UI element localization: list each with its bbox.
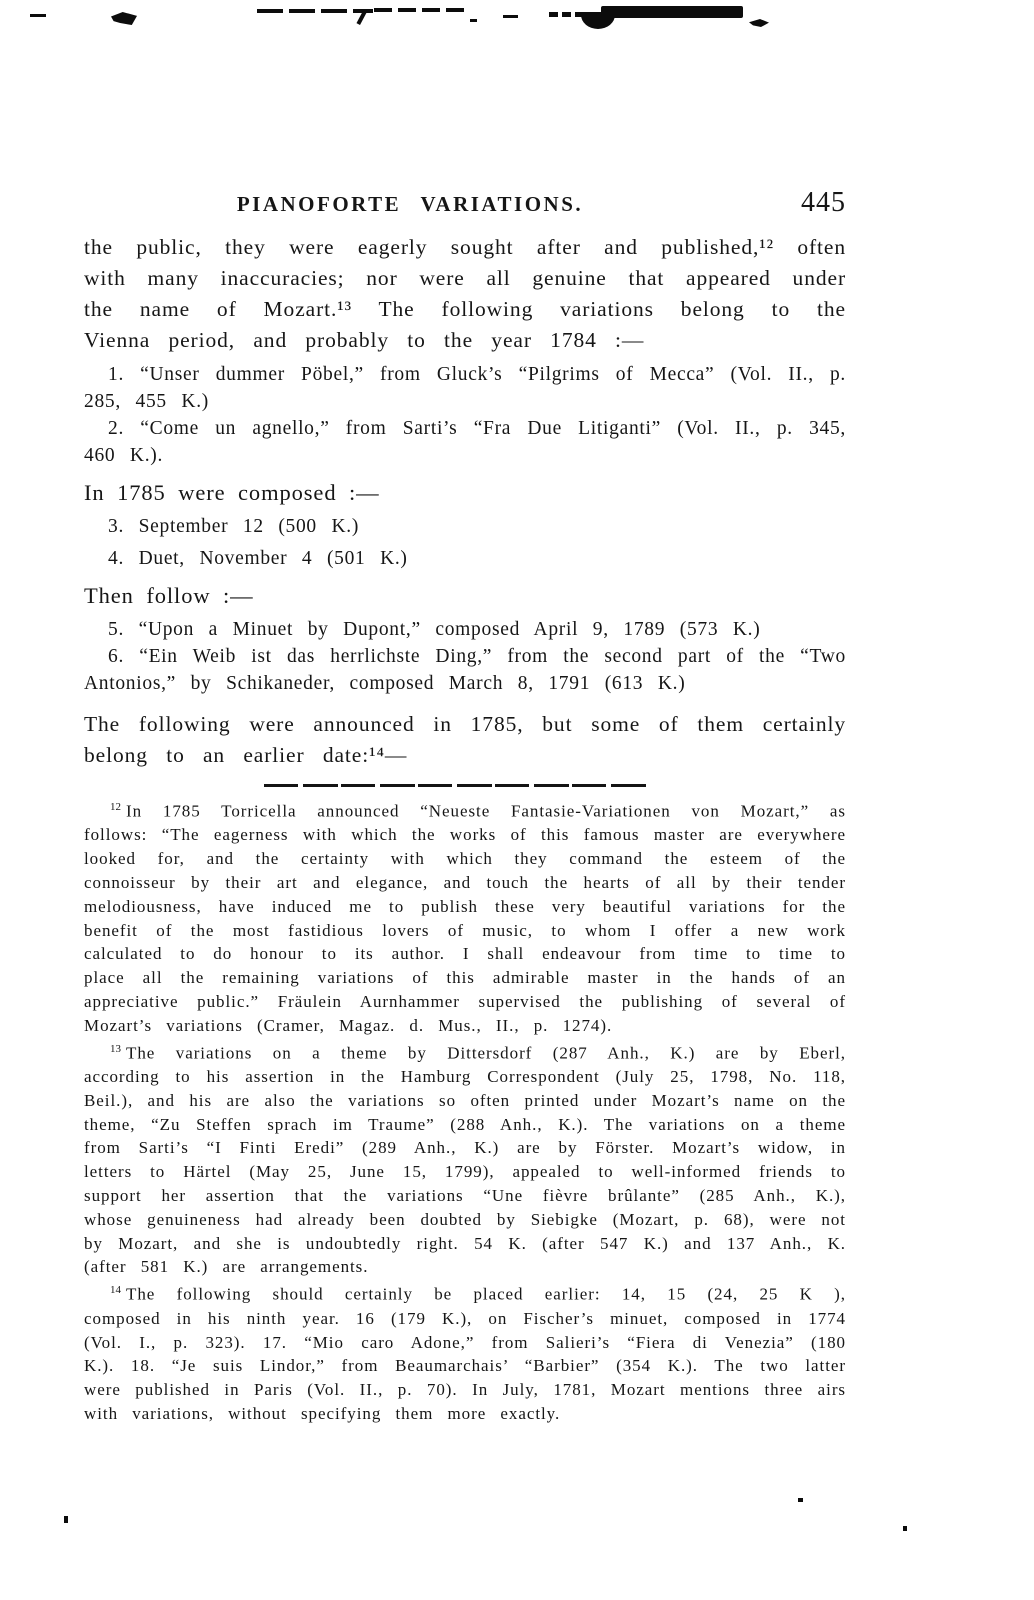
running-title: PIANOFORTE VARIATIONS. <box>236 192 584 216</box>
footnotes-block <box>84 796 846 1426</box>
paragraph-announced: The following were announced in 1785, but some of them certainly belong to an earlier date:¹⁴— <box>84 712 846 767</box>
footnote-text-13: The variations on a theme by Dittersdorf (287 Anh., K.) are by Eberl, according to his assertion in the Hamburg Correspondent (July 25, 1798, No. 118, Beil.), and his are also the variations so often printed under Mozart’s name on the theme, “Zu Steffen sprach im Traume” (288 Anh., K.). The variations on a theme from Sarti’s “I Finti Eredi” (289 Anh., K.) are by Förster. Mozart’s widow, in letters to Härtel (May 25, June 15, 1799), appealed to well-informed friends to support her assertion that the variations “Une fièvre brûlante” (285 Anh., K.), whose genuineness had already been doubted by Siebigke (Mozart, p. 68), were not by Mozart, and she is undoubtedly right. 54 K. (after 547 K.) and 137 Anh., K. (after 581 K.) are arrangements. <box>84 1043 846 1277</box>
page-header <box>84 187 846 222</box>
list-item-2: 2. “Come un agnello,” from Sarti’s “Fra Due Litiganti” (Vol. II., p. 345, 460 K.). <box>84 418 846 466</box>
scan-artifact <box>30 14 46 17</box>
footnote-text-12: In 1785 Torricella announced “Neueste Fantasie-Variationen von Mozart,” as follows: “The eagerness with which the works of this famous master are everywhere looked for, and the certainty with which they command the esteem of the connoisseur by their art and elegance, and touch the hearts of all by their tender melodiousness, have induced me to publish these very beautiful variations for the benefit of the most fastidious lovers of music, to whom I offer a new work calculated to do honour to its author. I shall endeavour from time to time to place all the remaining variations of this admirable master in the hands of an appreciative public.” Fräulein Aurnhammer supervised the publishing of several of Mozart’s variations (Cramer, Magaz. d. Mus., II., p. 1274). <box>84 801 846 1035</box>
list-item-4: 4. Duet, November 4 (501 K.) <box>108 548 408 569</box>
list-item-5: 5. “Upon a Minuet by Dupont,” composed April 9, 1789 (573 K.) <box>108 619 761 640</box>
scan-artifact <box>503 15 518 18</box>
scan-artifact <box>749 19 769 27</box>
scan-artifact <box>111 12 137 25</box>
scan-artifact <box>798 1498 803 1502</box>
footnote-marker-14: 14 <box>110 1284 121 1297</box>
footnote-marker-13: 13 <box>110 1042 121 1055</box>
page-number: 445 <box>801 187 846 218</box>
scan-artifact <box>581 12 615 29</box>
scan-artifact <box>64 1516 68 1523</box>
list-item-3: 3. September 12 (500 K.) <box>108 516 360 537</box>
footnote-marker-12: 12 <box>110 801 121 813</box>
main-text-column <box>84 232 846 1426</box>
scan-artifact <box>903 1526 907 1531</box>
scan-artifact <box>257 9 373 13</box>
footnote-12 <box>84 796 846 1038</box>
paragraph-intro: the public, they were eagerly sought after and published,¹² often with many inaccuracies; nor were all genuine that appeared under the name of Mozart.¹³ The following variations belong to the Vienna period, and probably to the year 1784 :— <box>84 235 846 352</box>
footnote-14 <box>84 1279 846 1425</box>
footnote-13 <box>84 1038 846 1280</box>
list-item-6: 6. “Ein Weib ist das herrlichste Ding,” from the second part of the “Two Antonios,” by Schikaneder, composed March 8, 1791 (613 K.) <box>84 646 846 694</box>
scan-artifact <box>601 6 743 18</box>
scan-artifact <box>374 8 464 12</box>
list-item-1: 1. “Unser dummer Pöbel,” from Gluck’s “Pilgrims of Mecca” (Vol. II., p. 285, 455 K.) <box>84 364 846 412</box>
section-line-then-follow: Then follow :— <box>84 583 254 608</box>
section-line-1785: In 1785 were composed :— <box>84 480 380 505</box>
footnote-separator-rule <box>264 784 646 787</box>
footnote-text-14: The following should certainly be placed earlier: 14, 15 (24, 25 K ), composed in his ninth year. 16 (179 K.), on Fischer’s minuet, composed in 1774 (Vol. I., p. 323). 17. “Mio caro Adone,” from Salieri’s “Fiera di Venezia” (180 K.). 18. “Je suis Lindor,” from Beaumarchais’ “Barbier” (354 K.). The two latter were published in Paris (Vol. II., p. 70). In July, 1781, Mozart mentions three airs with variations, without specifying them more exactly. <box>84 1284 846 1423</box>
scan-artifact <box>470 19 477 22</box>
